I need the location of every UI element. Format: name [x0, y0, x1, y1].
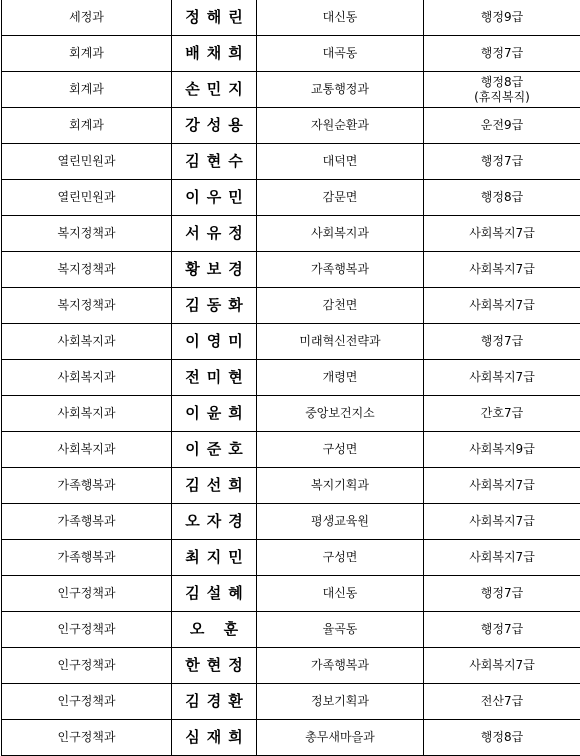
personnel-table	[1, 0, 580, 756]
rank-cell	[424, 0, 580, 36]
table-row	[2, 648, 580, 684]
department-cell: 사회복지과	[2, 324, 172, 360]
new-post-cell: 중앙보건지소	[257, 396, 424, 432]
department-cell: 회계과	[2, 36, 172, 72]
new-post-cell: 가족행복과	[257, 252, 424, 288]
name-cell: 정해린	[172, 0, 257, 36]
department-cell: 인구정책과	[2, 684, 172, 720]
rank-text: 사회복지7급	[424, 550, 580, 565]
department-cell: 회계과	[2, 108, 172, 144]
department-cell: 사회복지과	[2, 396, 172, 432]
name-cell: 김동화	[172, 288, 257, 324]
new-post-cell: 대곡동	[257, 36, 424, 72]
table-row	[2, 540, 580, 576]
table-row	[2, 216, 580, 252]
name-cell: 김선희	[172, 468, 257, 504]
rank-cell	[424, 504, 580, 540]
rank-text: 사회복지7급	[424, 370, 580, 385]
table-row	[2, 36, 580, 72]
department-cell: 열린민원과	[2, 180, 172, 216]
new-post-cell: 자원순환과	[257, 108, 424, 144]
table-row	[2, 468, 580, 504]
rank-text: 전산7급	[424, 694, 580, 709]
name-cell: 이준호	[172, 432, 257, 468]
rank-cell	[424, 108, 580, 144]
name-cell: 한현정	[172, 648, 257, 684]
rank-cell	[424, 612, 580, 648]
department-cell: 복지정책과	[2, 288, 172, 324]
rank-cell	[424, 360, 580, 396]
new-post-cell: 복지기획과	[257, 468, 424, 504]
new-post-cell: 평생교육원	[257, 504, 424, 540]
rank-text: (휴직복직)	[424, 90, 580, 105]
department-cell: 세정과	[2, 0, 172, 36]
table-row	[2, 72, 580, 108]
table-row	[2, 180, 580, 216]
department-cell: 가족행복과	[2, 504, 172, 540]
rank-text: 행정8급	[424, 190, 580, 205]
rank-text: 행정9급	[424, 10, 580, 25]
rank-cell	[424, 468, 580, 504]
department-cell: 가족행복과	[2, 468, 172, 504]
rank-cell	[424, 324, 580, 360]
rank-text: 사회복지7급	[424, 262, 580, 277]
rank-text: 행정7급	[424, 154, 580, 169]
table-row	[2, 576, 580, 612]
rank-cell	[424, 576, 580, 612]
rank-text: 행정8급	[424, 730, 580, 745]
new-post-cell: 구성면	[257, 432, 424, 468]
department-cell: 복지정책과	[2, 216, 172, 252]
new-post-cell: 구성면	[257, 540, 424, 576]
name-cell: 황보경	[172, 252, 257, 288]
name-cell: 강성용	[172, 108, 257, 144]
new-post-cell: 감천면	[257, 288, 424, 324]
table-row	[2, 252, 580, 288]
new-post-cell: 교통행정과	[257, 72, 424, 108]
new-post-cell: 사회복지과	[257, 216, 424, 252]
name-cell: 배채희	[172, 36, 257, 72]
table-row	[2, 396, 580, 432]
new-post-cell: 율곡동	[257, 612, 424, 648]
new-post-cell: 대신동	[257, 0, 424, 36]
rank-text: 사회복지7급	[424, 298, 580, 313]
rank-text: 사회복지7급	[424, 478, 580, 493]
name-cell: 오 훈	[172, 612, 257, 648]
name-cell: 최지민	[172, 540, 257, 576]
table-row	[2, 720, 580, 756]
rank-cell	[424, 432, 580, 468]
rank-cell	[424, 540, 580, 576]
rank-text: 행정7급	[424, 622, 580, 637]
new-post-cell: 대덕면	[257, 144, 424, 180]
name-cell: 손민지	[172, 72, 257, 108]
new-post-cell: 정보기획과	[257, 684, 424, 720]
new-post-cell: 가족행복과	[257, 648, 424, 684]
rank-cell	[424, 396, 580, 432]
name-cell: 이윤희	[172, 396, 257, 432]
personnel-table-body	[2, 0, 580, 756]
rank-cell	[424, 36, 580, 72]
department-cell: 회계과	[2, 72, 172, 108]
rank-cell	[424, 720, 580, 756]
new-post-cell: 미래혁신전략과	[257, 324, 424, 360]
rank-text: 행정7급	[424, 46, 580, 61]
rank-cell	[424, 180, 580, 216]
department-cell: 열린민원과	[2, 144, 172, 180]
new-post-cell: 감문면	[257, 180, 424, 216]
rank-cell	[424, 252, 580, 288]
rank-cell	[424, 684, 580, 720]
department-cell: 인구정책과	[2, 576, 172, 612]
rank-cell	[424, 216, 580, 252]
rank-cell	[424, 648, 580, 684]
table-row	[2, 504, 580, 540]
rank-text: 행정7급	[424, 586, 580, 601]
name-cell: 김현수	[172, 144, 257, 180]
table-row	[2, 612, 580, 648]
new-post-cell: 대신동	[257, 576, 424, 612]
name-cell: 김경환	[172, 684, 257, 720]
department-cell: 인구정책과	[2, 648, 172, 684]
name-cell: 김설혜	[172, 576, 257, 612]
rank-text: 사회복지7급	[424, 226, 580, 241]
rank-text: 운전9급	[424, 118, 580, 133]
rank-text: 행정8급	[424, 75, 580, 90]
table-row	[2, 288, 580, 324]
department-cell: 사회복지과	[2, 432, 172, 468]
rank-cell	[424, 288, 580, 324]
department-cell: 인구정책과	[2, 720, 172, 756]
rank-cell	[424, 72, 580, 108]
name-cell: 오자경	[172, 504, 257, 540]
name-cell: 서유정	[172, 216, 257, 252]
name-cell: 이영미	[172, 324, 257, 360]
rank-text: 사회복지7급	[424, 514, 580, 529]
department-cell: 복지정책과	[2, 252, 172, 288]
rank-text: 행정7급	[424, 334, 580, 349]
table-row	[2, 360, 580, 396]
department-cell: 가족행복과	[2, 540, 172, 576]
rank-text: 사회복지9급	[424, 442, 580, 457]
new-post-cell: 총무새마을과	[257, 720, 424, 756]
rank-text: 사회복지7급	[424, 658, 580, 673]
new-post-cell: 개령면	[257, 360, 424, 396]
table-row	[2, 108, 580, 144]
rank-cell	[424, 144, 580, 180]
table-row	[2, 684, 580, 720]
table-row	[2, 324, 580, 360]
name-cell: 심재희	[172, 720, 257, 756]
rank-text: 간호7급	[424, 406, 580, 421]
name-cell: 이우민	[172, 180, 257, 216]
department-cell: 사회복지과	[2, 360, 172, 396]
table-row	[2, 144, 580, 180]
department-cell: 인구정책과	[2, 612, 172, 648]
table-row	[2, 432, 580, 468]
table-row	[2, 0, 580, 36]
name-cell: 전미현	[172, 360, 257, 396]
